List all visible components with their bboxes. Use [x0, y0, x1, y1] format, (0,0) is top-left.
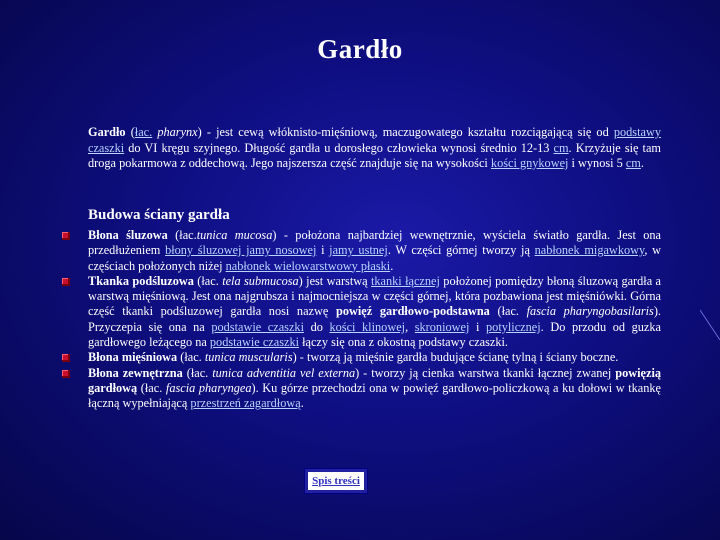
- text: i wynosi 5: [568, 156, 626, 170]
- term: powięź gardłowo-podstawna: [335, 304, 490, 319]
- bullet-icon: [62, 370, 70, 378]
- toc-button[interactable]: Spis treści: [304, 468, 368, 494]
- latin-term: tunica adventitia vel externa: [212, 365, 356, 380]
- link-tkanki-lacznej[interactable]: tkanki łącznej: [370, 273, 440, 288]
- term: powięzią gardłową: [88, 365, 662, 395]
- page-title: Gardło: [317, 34, 403, 64]
- latin-term: tunica mucosa: [196, 228, 273, 242]
- text: ) - jest cewą włóknisto-mięśniową, maczugowatego kształtu rozciągającą się od: [197, 125, 614, 139]
- list-item: [88, 228, 661, 274]
- latin-term: fascia pharyngea: [165, 380, 252, 395]
- text: i: [469, 319, 487, 334]
- text: ). Ku górze przechodzi ona w powięź gardłowo-policzkową a ku dołowi w tkankę łączną wypełniającą: [88, 380, 661, 411]
- text: (łac.: [193, 273, 223, 288]
- text: . W części górnej tworzy ją: [387, 243, 535, 258]
- text: (łac.: [182, 365, 213, 380]
- list-item: [88, 366, 661, 412]
- text: (łac.: [489, 304, 527, 319]
- latin-term: tunica muscularis: [204, 350, 293, 365]
- latin-term: tela submucosa: [222, 273, 299, 288]
- text: . Do przodu od guzka gardłowego leżącego na: [88, 319, 661, 350]
- link-cm[interactable]: cm: [625, 156, 641, 170]
- bullet-icon: [62, 232, 70, 240]
- text: ,: [405, 319, 415, 334]
- latin-term: pharynx: [157, 125, 198, 139]
- text: . Krzyżuje się tam droga pokarmowa z oddechową. Jego najszersza część znajduje się na wysokości: [88, 140, 661, 170]
- text: położonej pomiędzy błoną śluzową gardła a warstwą mięśniową. Jest ona najgrubsza i najmocniejsza w części górnej, która pozbawiona jest mięśniówki. Górna część tkanki podśluzowej gardła nosi nazwę: [88, 273, 662, 319]
- link-cm[interactable]: cm: [553, 140, 569, 155]
- term: Błona śluzowa: [88, 228, 168, 242]
- text: .: [300, 396, 304, 411]
- text: ) - tworzy ją cienka warstwa tkanki łącznej zwanej: [355, 365, 616, 380]
- link-nablonek-migawkowy[interactable]: nabłonek migawkowy: [534, 243, 645, 258]
- list-item: [88, 350, 661, 365]
- text: i: [316, 243, 330, 258]
- section-title: Budowa ściany gardła: [88, 207, 230, 223]
- term: Błona zewnętrzna: [88, 365, 183, 380]
- link-podstawie-czaszki[interactable]: podstawie czaszki: [211, 319, 304, 334]
- text: ) - tworzą ją mięśnie gardła budujące ścianę tylną i ściany boczne.: [292, 350, 619, 365]
- link-kosci-gnykowej[interactable]: kości gnykowej: [490, 156, 569, 170]
- link-potylicznej[interactable]: potylicznej: [486, 319, 541, 334]
- link-podstawy-czaszki[interactable]: podstawy czaszki: [88, 125, 661, 155]
- text: .: [640, 156, 644, 170]
- link-lac[interactable]: łac.: [134, 125, 153, 139]
- text: (łac.: [137, 380, 166, 395]
- text: do: [303, 319, 330, 334]
- term: Błona mięśniowa: [88, 350, 178, 365]
- text: łączy się ona z okostną podstawy czaszki.: [299, 335, 508, 350]
- text: .: [390, 258, 394, 273]
- text: , w częściach położonych niżej: [88, 243, 661, 273]
- layers-list: [88, 228, 661, 412]
- text: ) jest warstwą: [298, 273, 371, 288]
- text: (: [125, 125, 135, 139]
- text: ) - położona najbardziej wewnętrznie, wyściela światło gardła. Jest ona przedłużeniem: [88, 228, 661, 258]
- intro-paragraph: [88, 125, 661, 172]
- bullet-icon: [62, 278, 70, 286]
- link-skroniowej[interactable]: skroniowej: [414, 319, 470, 334]
- text: ). Przyczepia się ona na: [88, 304, 661, 334]
- link-podstawie-czaszki[interactable]: podstawie czaszki: [209, 335, 300, 350]
- list-item: [88, 274, 661, 350]
- text: (łac.: [167, 228, 197, 242]
- link-nablonek-plaski[interactable]: nabłonek wielowarstwowy płaski: [225, 258, 391, 273]
- text: (łac.: [177, 350, 205, 365]
- text: do VI kręgu szyjnego. Długość gardła u dorosłego człowieka wynosi średnio 12-13: [124, 140, 554, 155]
- bullet-icon: [62, 354, 70, 362]
- latin-term: fascia pharyngobasilaris: [526, 304, 654, 319]
- decorative-line-icon: [700, 310, 720, 350]
- link-blony-sluzowej[interactable]: błony śluzowej jamy nosowej: [165, 243, 317, 258]
- term: Tkanka podśluzowa: [88, 273, 194, 288]
- intro-lead: Gardło: [88, 125, 126, 139]
- link-przestrzen-zagardlowa[interactable]: przestrzeń zagardłową: [190, 396, 301, 411]
- link-kosci-klinowej[interactable]: kości klinowej: [329, 319, 406, 334]
- link-jamy-ustnej[interactable]: jamy ustnej: [329, 243, 388, 258]
